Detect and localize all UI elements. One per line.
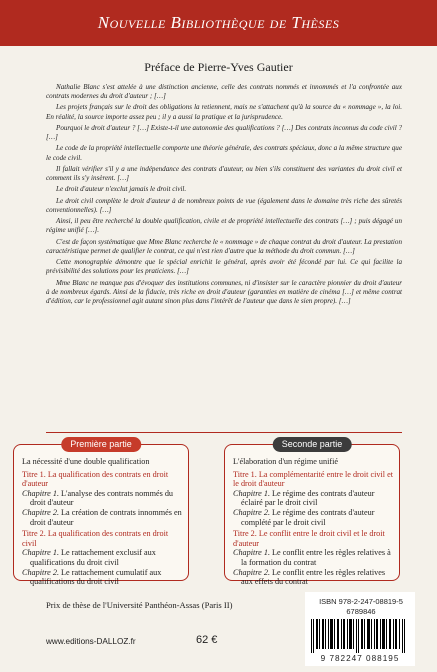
prize-note: Prix de thèse de l'Université Panthéon-Assas (Paris II) [46, 600, 233, 610]
chapter-text: Le rattachement exclusif aux qualifications du droit civil [30, 548, 156, 567]
chapter-label: Chapitre 1. [22, 548, 59, 558]
preface-title: Préface de Pierre-Yves Gautier [144, 60, 293, 74]
chapter-text: Le conflit entre les règles relatives aux effets du contrat [241, 567, 386, 587]
part2-title-1: Titre 1. La complémentarité entre le droit civil et le droit d'auteur [233, 469, 393, 489]
chapter-text: L'analyse des contrats nommés du droit d'auteur [30, 488, 174, 508]
part2-box [224, 439, 400, 587]
preface-text [46, 83, 402, 308]
publisher-website: www.editions-DALLOZ.fr [46, 637, 136, 646]
chapter-label: Chapitre 2. [22, 507, 59, 517]
chapter-text: Le régime des contrats d'auteur complété par le droit civil [241, 507, 375, 527]
barcode-icon [311, 619, 409, 653]
part2-title-2: Titre 2. Le conflit entre le droit civil et le droit d'auteur [233, 529, 385, 548]
part1-title-1: Titre 1. La qualification des contrats en droit d'auteur [22, 469, 169, 489]
part1-tab: Première partie [61, 437, 141, 452]
preface-paragraph: Mme Blanc ne manque pas d'évoquer des institutions communes, ni d'insister sur le caractère pionnier du droit d'auteur à de nombreux égards. Ainsi de la fiducie, très riche en droit d'auteur (garanties en matière de cinéma […] et même contrat d'édition, car le professionnel agit autant sinon plus dans l'intérêt de l'auteur que dans le sien propre). […] [46, 278, 402, 306]
chapter-text: Le conflit entre les règles relatives à la formation du contrat [241, 548, 391, 567]
preface-paragraph: Pourquoi le droit d'auteur ? […] Existe-t-il une autonomie des qualifications ? […] Des contrats inconnus du code civil ? […] [46, 123, 402, 142]
part2-heading: L'élaboration d'un régime unifié [233, 457, 339, 466]
preface-paragraph: Ainsi, il peu être recherché la double qualification, civile et de propriété intellectuelle des contrats […] ; puis dégagé un régime unifié […]. [46, 217, 402, 235]
chapter-label: Chapitre 1. [22, 488, 59, 498]
barcode-digits: 9 782247 088195 [320, 654, 400, 663]
chapter-text: Le rattachement cumulatif aux qualifications du droit civil [30, 567, 162, 587]
part2-t2-chapter-2 [233, 567, 393, 587]
part1-heading: La nécessité d'une double qualification [22, 457, 150, 466]
chapter-label: Chapitre 1. [233, 488, 270, 498]
part1-title-2: Titre 2. La qualification des contrats en droit civil [22, 529, 169, 548]
preface-paragraph: Le code de la propriété intellectuelle comporte une théorie générale, des contrats spéciaux, donc a la même structure que le code civil. [46, 144, 402, 162]
part1-t2-chapter-1 [22, 548, 182, 567]
series-banner [0, 0, 437, 46]
price: 62 € [196, 634, 218, 646]
series-title: Nouvelle Bibliothèque de Thèses [97, 13, 340, 32]
chapter-label: Chapitre 1. [233, 548, 270, 558]
preface-paragraph: C'est de façon systématique que Mme Blanc recherche le « nommage » de chaque contrat du droit d'auteur. La prestation caractéristique permet de qualifier le contrat, ce qui n'est rien d'autre que la méthode du droit commun. […] [46, 237, 402, 255]
chapter-label: Chapitre 2. [233, 507, 270, 517]
part2-content [233, 457, 393, 587]
preface-paragraph: Cette monographie démontre que le spécial enrichit le général, après avoir été fécondé par lui. Ce qui facilite la prévisibilité des solutions pour les praticiens. […] [46, 258, 402, 276]
part2-t2-chapter-1 [233, 548, 393, 567]
chapter-text: Le régime des contrats d'auteur éclairé par le droit civil [241, 488, 375, 508]
part2-tab: Seconde partie [273, 437, 352, 452]
preface-paragraph: Nathalie Blanc s'est attelée à une distinction ancienne, celle des contrats nommés et innommés et l'a confrontée aux contrats modernes du droit d'auteur ; […] [46, 83, 402, 101]
isbn-block [305, 592, 415, 666]
preface-paragraph: Le droit civil complète le droit d'auteur à de nombreux points de vue (également dans le domaine très riche des sûretés conventionnelles). […] [46, 196, 402, 214]
chapter-text: La création de contrats innommés en droit d'auteur [30, 507, 182, 527]
part1-t1-chapter-1 [22, 488, 182, 508]
chapter-label: Chapitre 2. [22, 567, 59, 577]
preface-paragraph: Les projets français sur le droit des obligations la retiennent, mais ne s'attachent qu'à la source du « nommage », la loi. En réalité, la source importe assez peu ; il y a aussi la pratique et la jurisprudence. [46, 103, 402, 121]
part1-box [13, 439, 189, 587]
chapter-label: Chapitre 2. [233, 567, 270, 577]
section-divider [46, 432, 402, 433]
isbn-text: ISBN 978-2-247-08819-5 6789846 [319, 597, 403, 616]
part2-t1-chapter-2 [233, 507, 393, 527]
part1-t1-chapter-2 [22, 507, 182, 527]
part1-t2-chapter-2 [22, 567, 182, 587]
part2-t1-chapter-1 [233, 488, 393, 508]
preface-paragraph: Il fallait vérifier s'il y a une indépendance des contrats d'auteur, ou bien s'ils constituent des variantes du droit civil et comment ils s'y insèrent. […] [46, 164, 402, 183]
preface-paragraph: Le droit d'auteur n'exclut jamais le droit civil. [56, 185, 187, 194]
part1-content [22, 457, 182, 587]
